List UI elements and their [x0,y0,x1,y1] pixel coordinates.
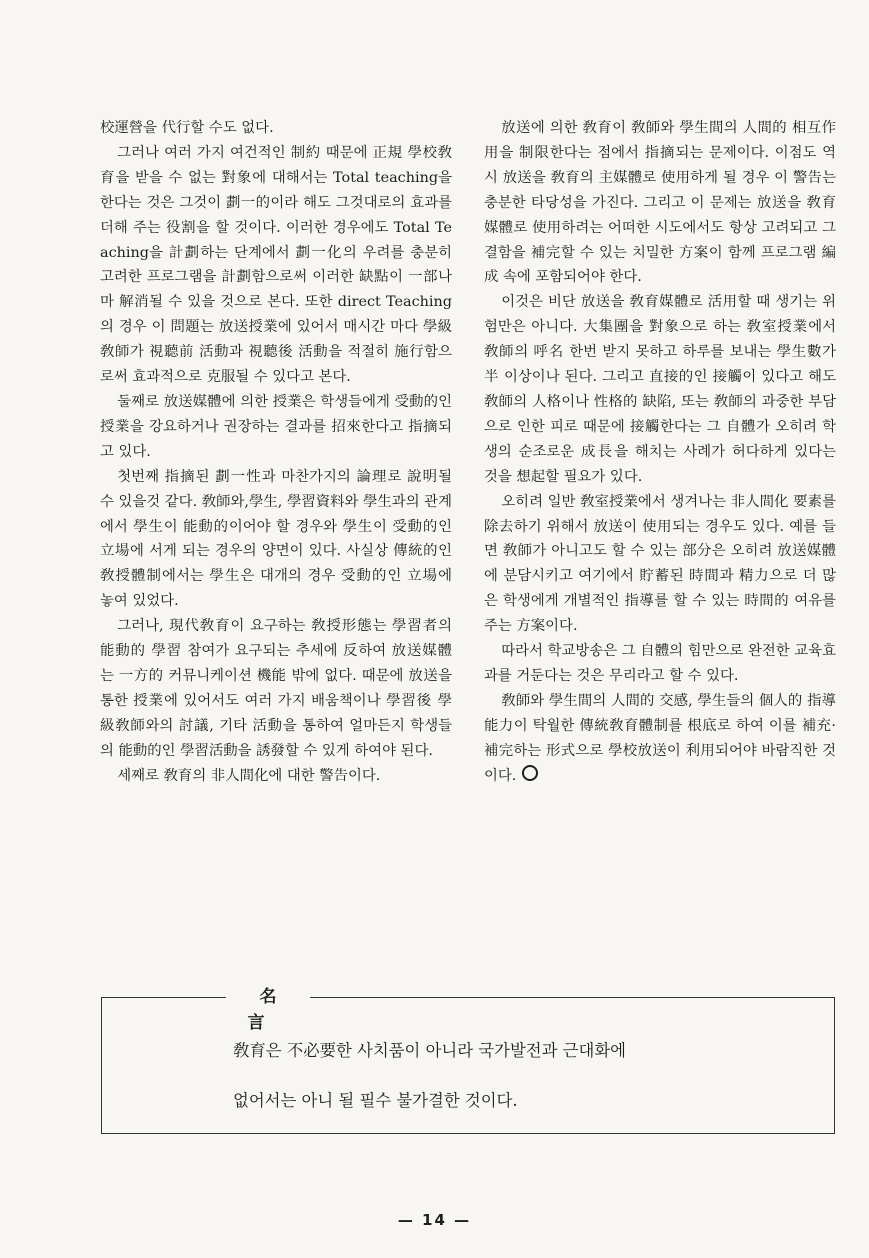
page-number: — 14 — [397,1211,472,1229]
left-paragraph-4: 첫번째 指摘된 劃一性과 마찬가지의 論理로 說明될 수 있을것 같다. 敎師와,學生, 學習資料와 學生과의 관계에서 學生이 能動的이어야 할 경우와 學生이 受動的인 立場에 서게 되는 경우의 양면이 있다. 사실상 傳統的인 敎授體制에서는 學生은 대개의 경우 受動的인 立場에 놓여 있었다. [100,468,452,610]
right-paragraph-3: 오히려 일반 敎室授業에서 생겨나는 非人間化 要素를 除去하기 위해서 放送이 使用되는 경우도 있다. 예를 들면 敎師가 아니고도 할 수 있는 部分은 오히려 放送媒體에 분담시키고 여기에서 貯蓄된 時間과 精力으로 더 많은 학생에게 개별적인 指導를 할 수 있는 時間的 여유를 주는 方案이다. [484,493,836,635]
left-paragraph-1: 校運營을 代行할 수도 없다. [100,120,274,136]
right-paragraph-5 [484,689,836,789]
end-mark-icon [522,765,538,781]
right-paragraph-2: 이것은 비단 放送을 敎育媒體로 活用할 때 생기는 위험만은 아니다. 大集團을 對象으로 하는 敎室授業에서 敎師의 呼名 한번 받지 못하고 하루를 보내는 學生數가 半 이상이나 된다. 그리고 直接的인 接觸이 있다고 해도 敎師의 人格이나 性格的 缺陷, 또는 敎師의 과중한 부담으로 인한 피로 때문에 接觸한다는 그 自體가 오히려 학생의 순조로운 成長을 해치는 사례가 허다하게 있다는 것을 想起할 필요가 있다. [484,294,836,485]
aphorism-box-top-rule-right [310,997,835,998]
left-paragraph-6: 세째로 敎育의 非人間化에 대한 警告이다. [117,767,381,784]
aphorism-box-top-rule-left [101,997,226,998]
left-paragraph-3: 둘째로 放送媒體에 의한 授業은 학생들에게 受動的인 授業을 강요하거나 권장하는 결과를 招來한다고 指摘되고 있다. [100,393,452,460]
right-paragraph-5-text: 敎師와 學生間의 人間的 交感, 學生들의 個人的 指導能力이 탁월한 傳統敎育體制를 根底로 하여 이를 補充·補完하는 形式으로 學校放送이 利用되어야 바람직한 것이다. [484,692,836,784]
aphorism-line-2: 없어서는 아니 될 필수 불가결한 것이다. [233,1091,518,1110]
right-column [484,116,836,788]
left-paragraph-2: 그러나 여러 가지 여건적인 制約 때문에 正規 學校敎育을 받을 수 없는 對象에 대해서는 Total teaching을 한다는 것은 그것이 劃一的이라 해도 그것대로의 효과를 더해 주는 役割을 할 것이다. 이러한 경우에도 Total Teaching을 計劃하는 단계에서 劃一化의 우려를 충분히 고려한 프로그램을 計劃함으로써 이러한 缺點이 一部나마 解消될 수 있을 것으로 본다. 또한 direct Teaching의 경우 이 問題는 放送授業에 있어서 매시간 마다 學級敎師가 視聽前 活動과 視聽後 活動을 적절히 施行함으로써 효과적으로 克服될 수 있다고 본다. [100,144,452,386]
aphorism-line-1: 敎育은 不必要한 사치품이 아니라 국가발전과 근대화에 [233,1041,627,1060]
left-paragraph-5: 그러나, 現代敎育이 요구하는 敎授形態는 學習者의 能動的 學習 참여가 요구되는 추세에 反하여 放送媒體는 一方的 커뮤니케이션 機能 밖에 없다. 때문에 放送을 통한 授業에 있어서도 여러 가지 배움책이나 學習後 學級敎師와의 討議, 기타 活動을 통하여 얼마든지 학생들의 能動的인 學習活動을 誘發할 수 있게 하여야 된다. [100,618,452,759]
right-paragraph-4: 따라서 학교방송은 그 自體의 힘만으로 완전한 교육효과를 거둔다는 것은 무리라고 할 수 있다. [484,643,836,684]
left-column [100,116,452,788]
aphorism-title: 名言 [247,987,301,1033]
right-paragraph-1: 放送에 의한 敎育이 敎師와 學生間의 人間的 相互作用을 制限한다는 점에서 指摘되는 문제이다. 이점도 역시 放送을 敎育의 主媒體로 使用하게 될 경우 이 警告는 충분한 타당성을 가진다. 그리고 이 문제는 放送을 敎育媒體로 使用하려는 어떠한 시도에서도 항상 고려되고 그 결함을 補完할 수 있는 치밀한 方案이 함께 프로그램 編成 속에 포함되어야 한다. [484,120,836,286]
